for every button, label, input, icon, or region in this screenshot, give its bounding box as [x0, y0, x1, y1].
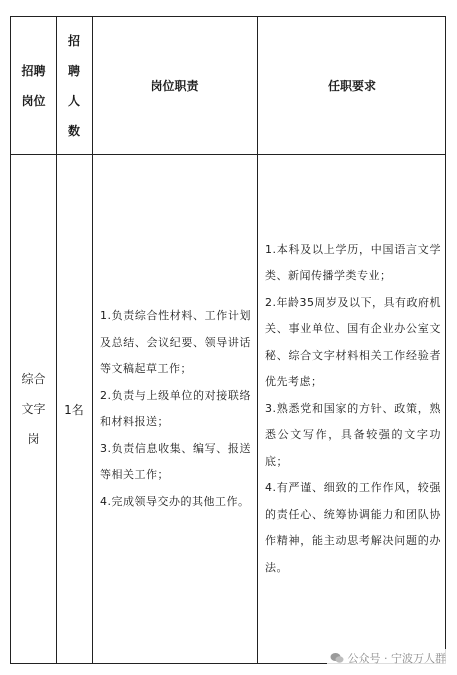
duties-list: [100, 303, 251, 515]
recruitment-table: [10, 16, 446, 664]
requirement-item: 3.熟悉党和国家的方针、政策，熟悉公文写作，具备较强的文字功底；: [265, 401, 441, 468]
wechat-icon: [330, 652, 344, 664]
duty-item: 1.负责综合性材料、工作计划及总结、会议纪要、领导讲话等文稿起草工作；: [100, 309, 251, 375]
cell-duties: [92, 154, 257, 664]
cell-position: [11, 154, 56, 664]
header-count-text: 招 聘 人 数: [67, 33, 80, 138]
header-count: [56, 17, 92, 154]
header-position-text: 招聘 岗位: [21, 63, 46, 108]
header-requirements: 任职要求: [327, 79, 376, 93]
watermark-text: 公众号 · 宁波万人群: [347, 652, 446, 665]
requirement-item: 2.年龄35周岁及以下，具有政府机关、事业单位、国有企业办公室文秘、综合文字材料相关工作经验者优先考虑；: [265, 295, 441, 389]
duty-item: 3.负责信息收集、编写、报送等相关工作；: [100, 441, 251, 481]
cell-requirements: [257, 154, 447, 664]
requirements-list: [265, 237, 441, 582]
requirement-item: 1.本科及以上学历，中国语言文学类、新闻传播学类专业；: [265, 242, 441, 283]
requirement-item: 4.有严谨、细致的工作作风，较强的责任心、统筹协调能力和团队协作精神，能主动思考解决问题的办法。: [265, 481, 441, 574]
cell-count: 1名: [64, 402, 84, 417]
duty-item: 2.负责与上级单位的对接联络和材料报送；: [100, 388, 251, 428]
duty-item: 4.完成领导交办的其他工作。: [100, 494, 250, 508]
position-name: 综合 文字 岗: [21, 372, 46, 446]
header-duties: 岗位职责: [150, 79, 199, 93]
header-position: [11, 17, 56, 154]
watermark: [327, 649, 450, 667]
